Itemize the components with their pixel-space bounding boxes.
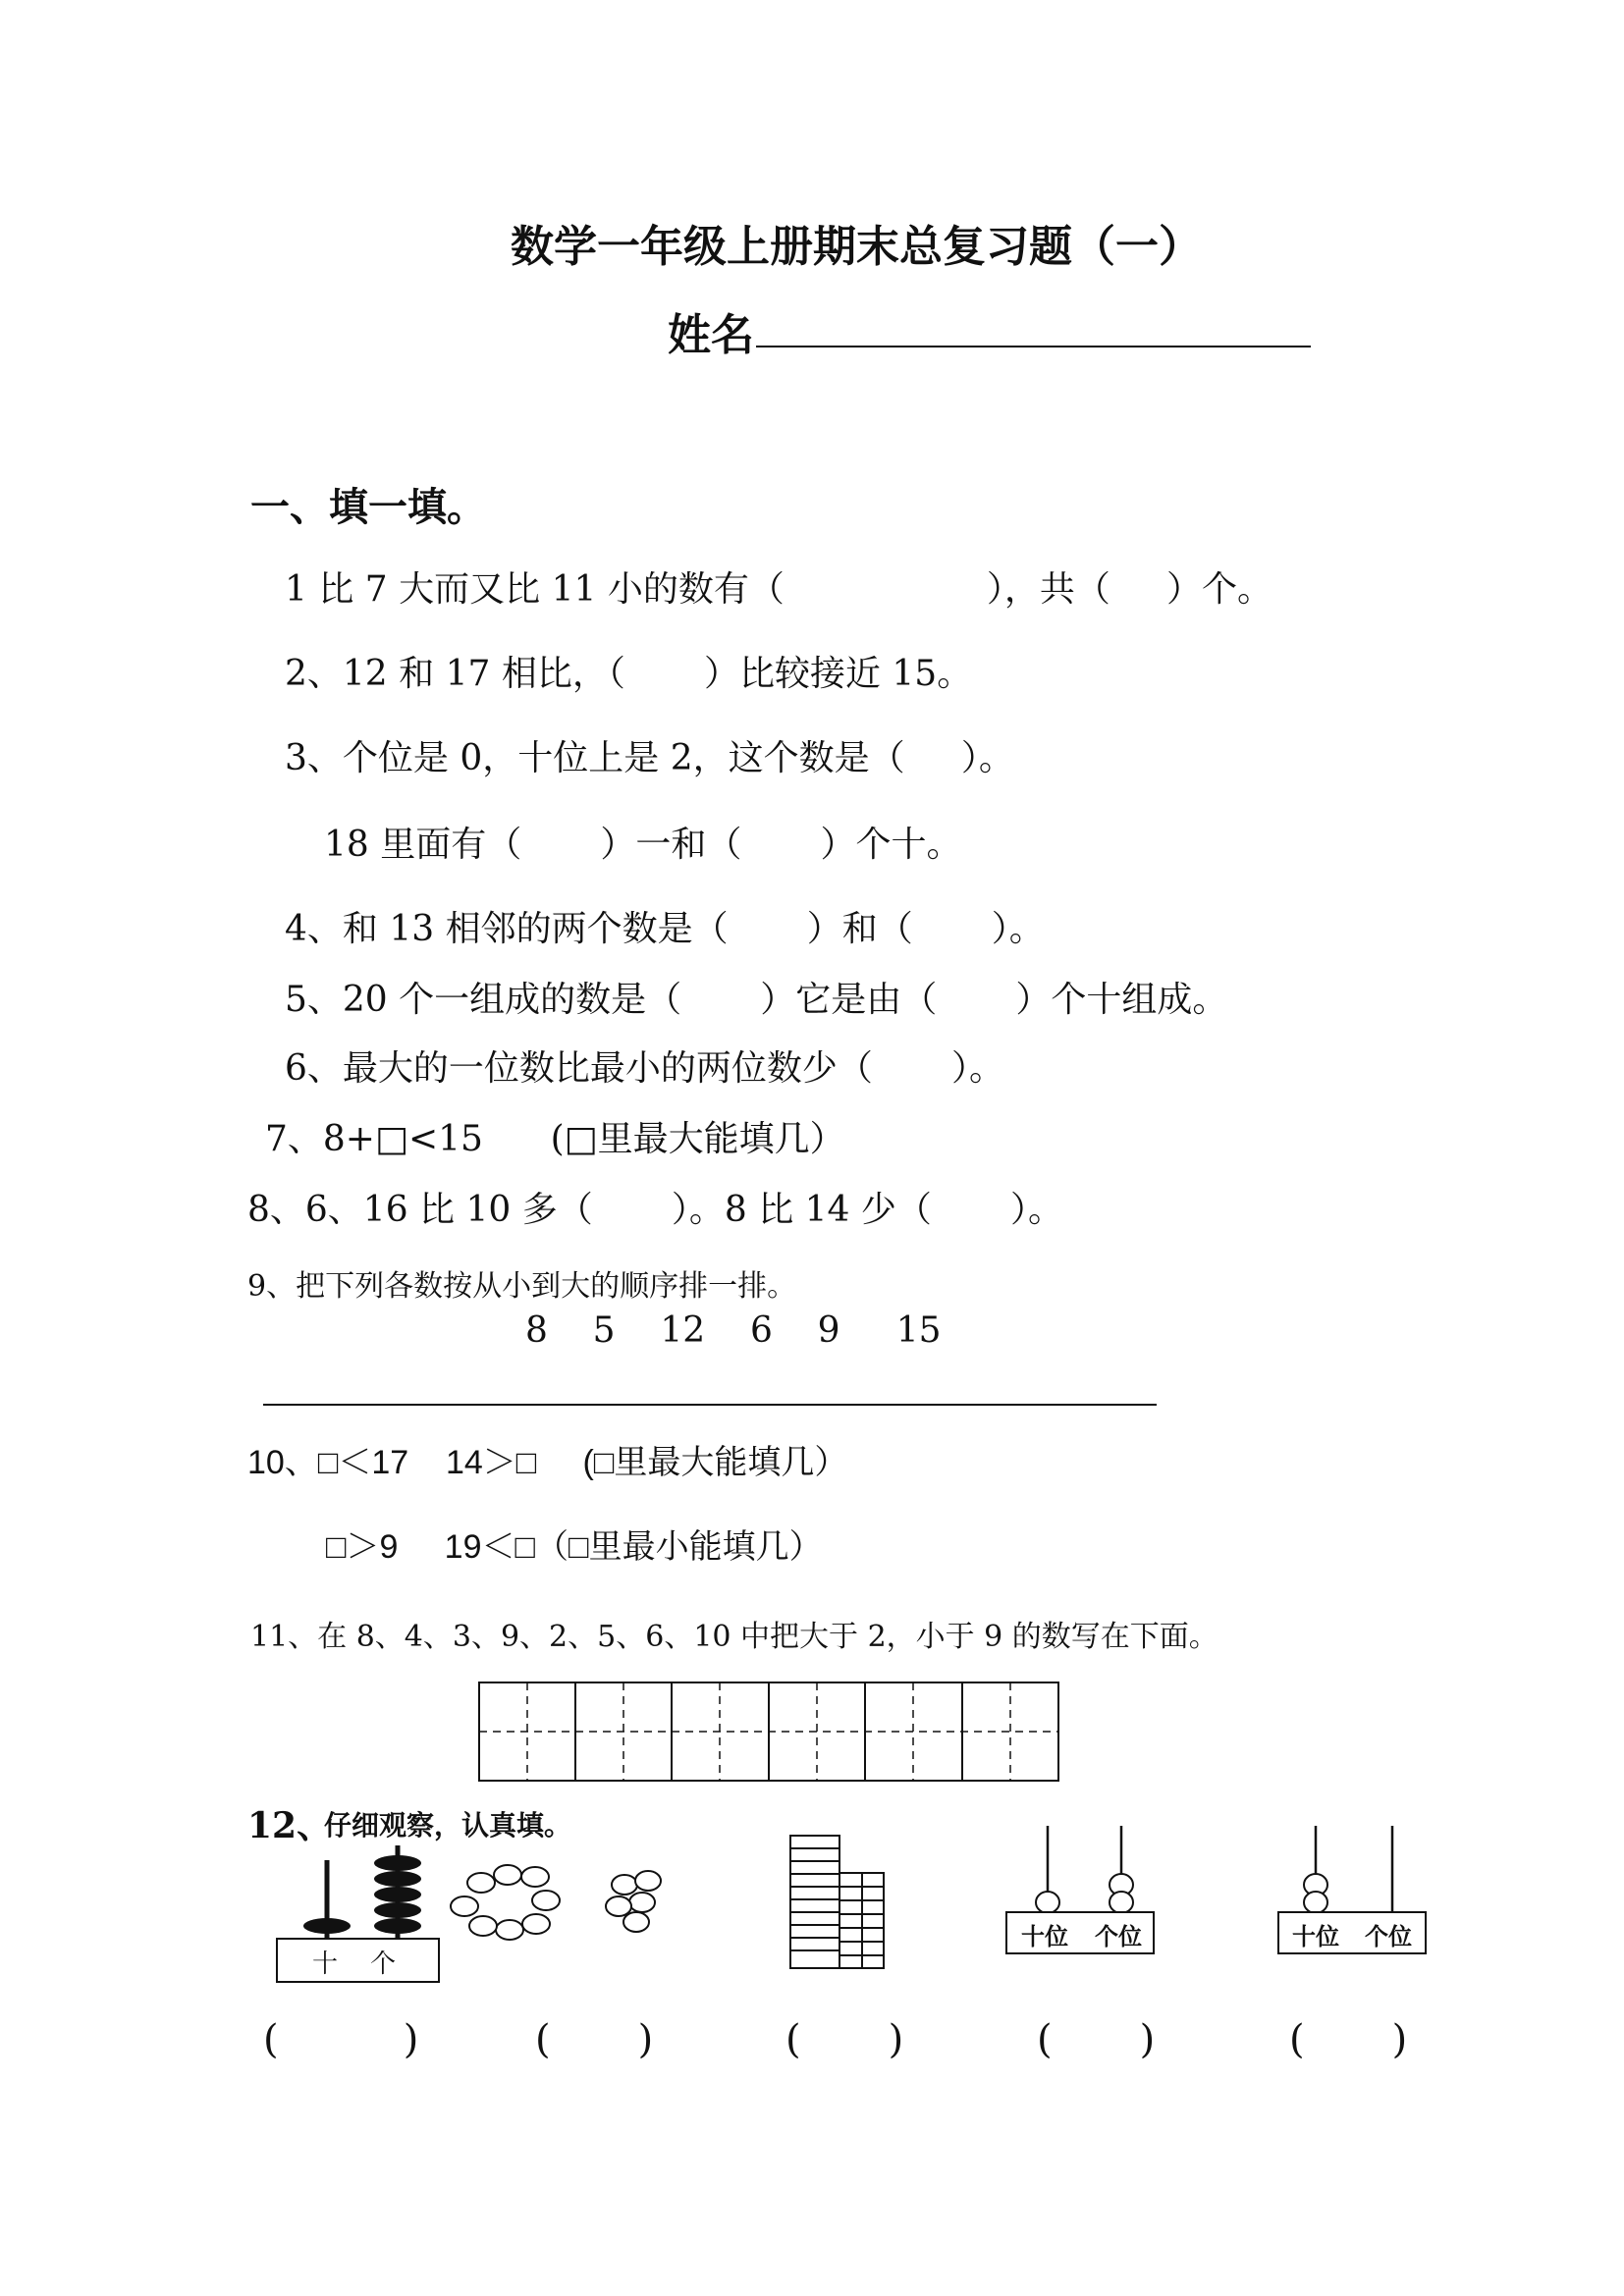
abacus-2-ones-label: 个位 (1095, 1922, 1142, 1950)
section-heading: 一、填一填。 (250, 484, 486, 530)
question-10a: 10、□＜17 14＞□ (□里最大能填几） (247, 1444, 848, 1481)
answer-paren-1[interactable]: ( ) (263, 2017, 419, 2062)
question-11: 11、在 8、4、3、9、2、5、6、10 中把大于 2，小于 9 的数写在下面。 (250, 1620, 1218, 1654)
abacus-1-label: 十 个 (312, 1949, 397, 1979)
question-12-text: 仔细观察，认真填。 (324, 1809, 572, 1842)
question-10b: □＞9 19＜□（□里最小能填几） (326, 1528, 823, 1566)
answer-paren-4[interactable]: ( ) (1037, 2017, 1156, 2062)
question-1: 1 比 7 大而又比 11 小的数有（ ），共（ ）个。 (285, 569, 1273, 610)
name-label: 姓名 (668, 310, 754, 360)
answer-paren-5[interactable]: ( ) (1289, 2017, 1408, 2062)
answer-paren-3[interactable]: ( ) (785, 2017, 904, 2062)
answer-paren-2[interactable]: ( ) (535, 2017, 654, 2062)
abacus-2-tens-label: 十位 (1021, 1922, 1068, 1950)
question-3b: 18 里面有（ ）一和（ ）个十。 (324, 825, 962, 865)
question-9: 9、把下列各数按从小到大的顺序排一排。 (247, 1269, 797, 1304)
abacus-3-tens-label: 十位 (1292, 1922, 1339, 1950)
question-9-numbers: 8 5 12 6 9 15 (525, 1310, 942, 1351)
question-4: 4、和 13 相邻的两个数是（ ）和（ ）。 (285, 909, 1045, 949)
question-2: 2、12 和 17 相比，（ ）比较接近 15。 (285, 654, 973, 694)
question-7: 7、8+□<15 (□里最大能填几） (265, 1119, 845, 1159)
question-5: 5、20 个一组成的数是（ ）它是由（ ）个十组成。 (285, 980, 1228, 1020)
question-12-number: 12、 (247, 1805, 333, 1846)
abacus-3-ones-label: 个位 (1365, 1922, 1412, 1950)
question-6: 6、最大的一位数比最小的两位数少（ ）。 (285, 1048, 1005, 1089)
question-3a: 3、个位是 0，十位上是 2，这个数是（ ）。 (285, 738, 1014, 778)
page-title: 数学一年级上册期末总复习题（一） (511, 222, 1202, 272)
question-8: 8、6、16 比 10 多（ ）。8 比 14 少（ ）。 (247, 1190, 1064, 1230)
